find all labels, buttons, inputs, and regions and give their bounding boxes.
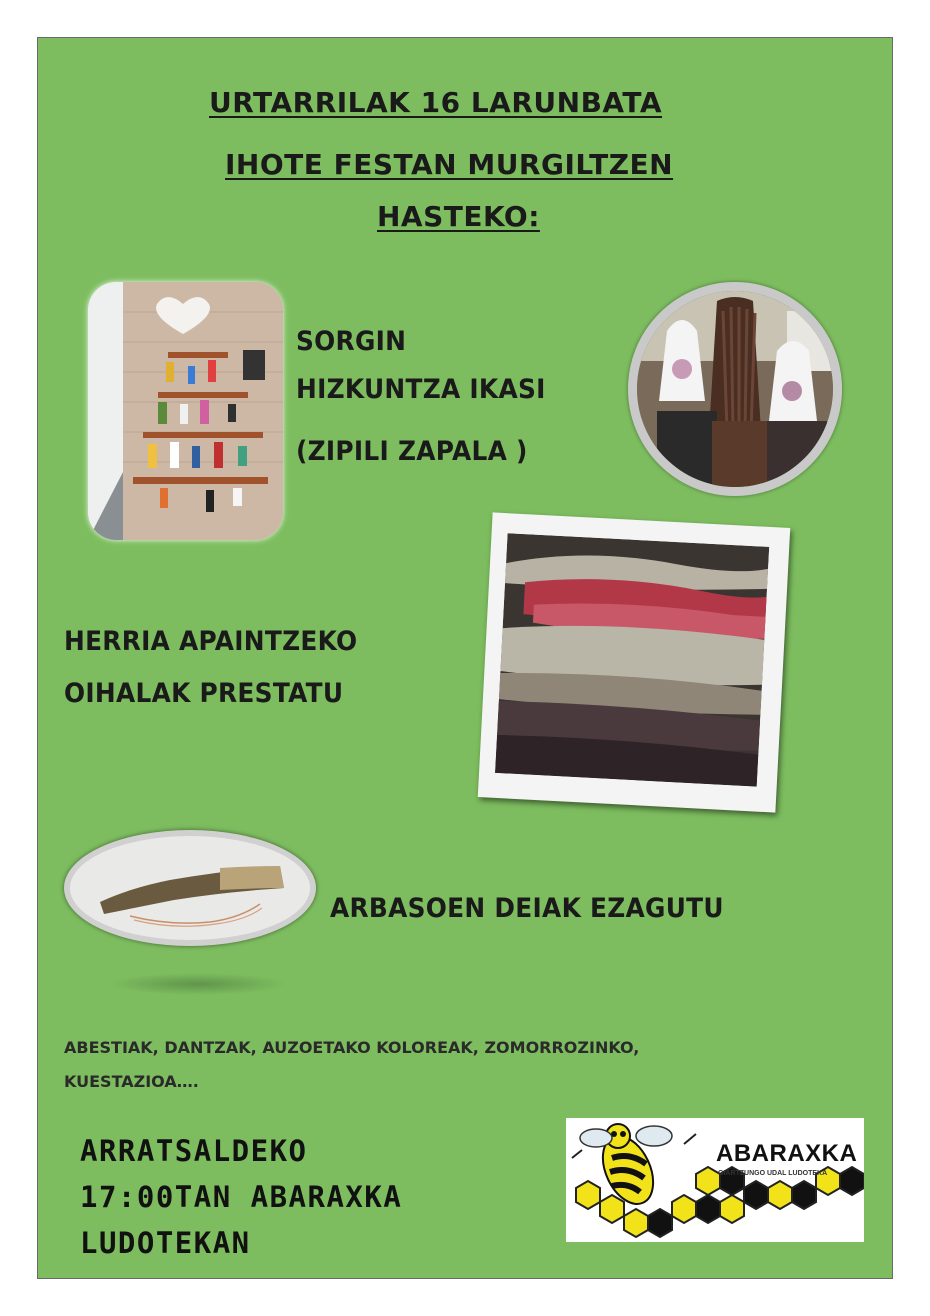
extras-line-1: ABESTIAK, DANTZAK, AUZOETAKO KOLOREAK, ZOMORROZINKO,: [64, 1038, 640, 1057]
event-heading: IHOTE FESTAN MURGILTZEN: [225, 148, 674, 181]
activity-1-line-2: HIZKUNTZA IKASI: [296, 374, 546, 405]
activity-1-line-3: (ZIPILI ZAPALA ): [296, 436, 528, 467]
activity-2-line-1: HERRIA APAINTZEKO: [64, 626, 358, 657]
footer-line-3: LUDOTEKAN: [80, 1226, 251, 1260]
footer-line-1: ARRATSALDEKO: [80, 1134, 308, 1168]
footer-line-2: 17:00TAN ABARAXKA: [80, 1180, 403, 1214]
horn-shadow: [108, 973, 288, 995]
horn-photo: [64, 830, 316, 946]
wall-decoration-photo: [88, 282, 283, 540]
activity-3-line-1: ARBASOEN DEIAK EZAGUTU: [330, 893, 724, 924]
activity-2-line-2: OIHALAK PRESTATU: [64, 678, 344, 709]
date-heading: URTARRILAK 16 LARUNBATA: [209, 86, 663, 119]
logo-name: ABARAXKA: [716, 1140, 858, 1167]
activity-1-line-1: SORGIN: [296, 326, 407, 357]
extras-line-2: KUESTAZIOA….: [64, 1072, 199, 1091]
poster: [37, 37, 893, 1279]
event-heading-cont: HASTEKO:: [377, 200, 540, 233]
abaraxka-logo: [566, 1118, 864, 1242]
carnival-masks-photo: [628, 282, 842, 496]
fabrics-photo: [478, 512, 791, 812]
logo-subtitle: OIARTZUNGO UDAL LUDOTEKA: [718, 1170, 828, 1177]
